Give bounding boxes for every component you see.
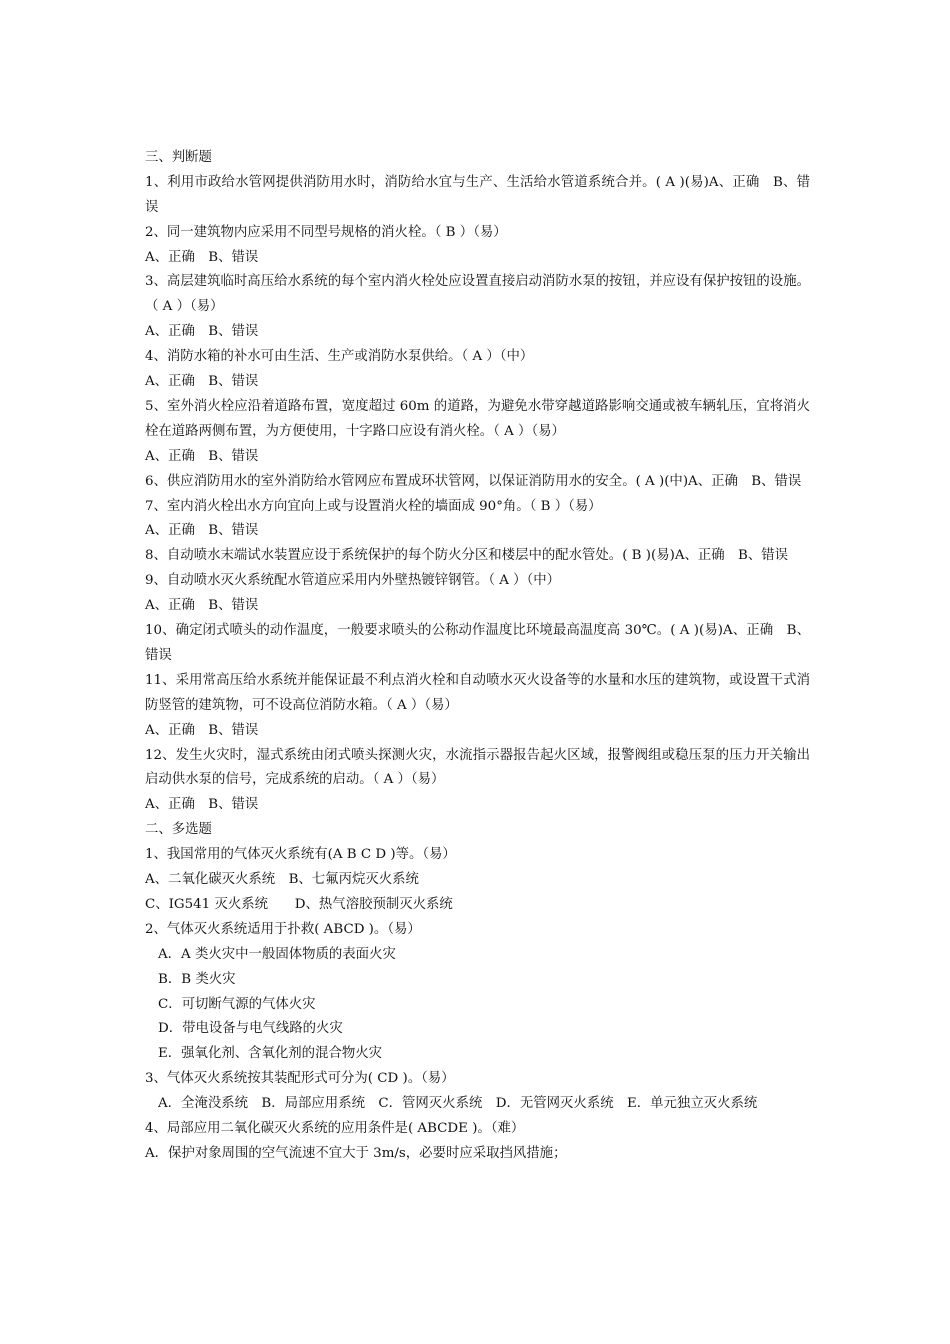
mc-question-1-option-row: A、二氧化碳灭火系统 B、七氟丙烷灭火系统: [145, 872, 419, 888]
question-7: 7、室内消火栓出水方向宜向上或与设置消火栓的墙面成 90°角。（ B ）（易）: [145, 498, 602, 514]
question-1: 1、利用市政给水管网提供消防用水时，消防给水宜与生产、生活给水管道系统合并。( A )(易)A、正确 B、错误: [145, 174, 810, 215]
mc-question-1-option-row: C、IG541 灭火系统 D、热气溶胶预制灭火系统: [145, 896, 453, 912]
question-3: 3、高层建筑临时高压给水系统的每个室内消火栓处应设置直接启动消防水泵的按钮，并应设有保护按钮的设施。（ A ）（易）: [145, 274, 810, 315]
question-5: 5、室外消火栓应沿着道路布置，宽度超过 60m 的道路，为避免水带穿越道路影响交通或被车辆轧压，宜将消火栓在道路两侧布置，为方便使用，十字路口应设有消火栓。（ A ）（易）: [145, 398, 810, 439]
mc-question-1: 1、我国常用的气体灭火系统有(A B C D )等。（易）: [145, 847, 456, 863]
question-8: 8、自动喷水末端试水装置应设于系统保护的每个防火分区和楼层中的配水管处。( B )(易)A、正确 B、错误: [145, 548, 789, 564]
question-6: 6、供应消防用水的室外消防给水管网应布置成环状管网，以保证消防用水的安全。( A )(中)A、正确 B、错误: [145, 473, 802, 489]
mc-question-3-options: A．全淹没系统 B．局部应用系统 C．管网灭火系统 D．无管网灭火系统 E．单元独立灭火系统: [158, 1096, 758, 1112]
question-11-options: A、正确 B、错误: [145, 722, 259, 738]
question-9-options: A、正确 B、错误: [145, 598, 259, 614]
mc-question-2-option: E．强氧化剂、含氧化剂的混合物火灾: [158, 1046, 383, 1062]
question-11: 11、采用常高压给水系统并能保证最不利点消火栓和自动喷水灭火设备等的水量和水压的建筑物，或设置干式消防竖管的建筑物，可不设高位消防水箱。（ A ）（易）: [145, 672, 810, 713]
question-7-options: A、正确 B、错误: [145, 523, 259, 539]
question-3-options: A、正确 B、错误: [145, 324, 259, 340]
question-2-options: A、正确 B、错误: [145, 249, 259, 265]
mc-question-2-option: A．A 类火灾中一般固体物质的表面火灾: [158, 946, 396, 962]
document-page: [145, 146, 810, 1167]
question-4: 4、消防水箱的补水可由生活、生产或消防水泵供给。（ A ）（中）: [145, 349, 534, 365]
section-heading-multiple: 二、多选题: [145, 822, 212, 838]
mc-question-2-option: C．可切断气源的气体火灾: [158, 996, 316, 1012]
mc-question-2-option: B．B 类火灾: [158, 971, 236, 987]
section-heading-judgement: 三、判断题: [145, 150, 212, 165]
mc-question-4-option: A．保护对象周围的空气流速不宜大于 3m/s，必要时应采取挡风措施；: [145, 1145, 567, 1161]
question-10: 10、确定闭式喷头的动作温度，一般要求喷头的公称动作温度比环境最高温度高 30℃。( A )(易)A、正确 B、错误: [145, 623, 810, 663]
question-9: 9、自动喷水灭火系统配水管道应采用内外壁热镀锌钢管。（ A ）（中）: [145, 573, 561, 589]
mc-question-4: 4、局部应用二氧化碳灭火系统的应用条件是( ABCDE )。（难）: [145, 1120, 525, 1136]
question-5-options: A、正确 B、错误: [145, 448, 259, 464]
question-12-options: A、正确 B、错误: [145, 797, 259, 813]
question-2: 2、同一建筑物内应采用不同型号规格的消火栓。（ B ）（易）: [145, 224, 507, 240]
question-4-options: A、正确 B、错误: [145, 374, 259, 390]
mc-question-2: 2、气体灭火系统适用于扑救( ABCD )。（易）: [145, 921, 421, 937]
question-12: 12、发生火灾时，湿式系统由闭式喷头探测火灾，水流指示器报告起火区域，报警阀组或稳压泵的压力开关输出启动供水泵的信号，完成系统的启动。（ A ）（易）: [145, 747, 810, 788]
mc-question-3: 3、气体灭火系统按其装配形式可分为( CD )。（易）: [145, 1071, 455, 1087]
mc-question-2-option: D．带电设备与电气线路的火灾: [158, 1021, 343, 1037]
